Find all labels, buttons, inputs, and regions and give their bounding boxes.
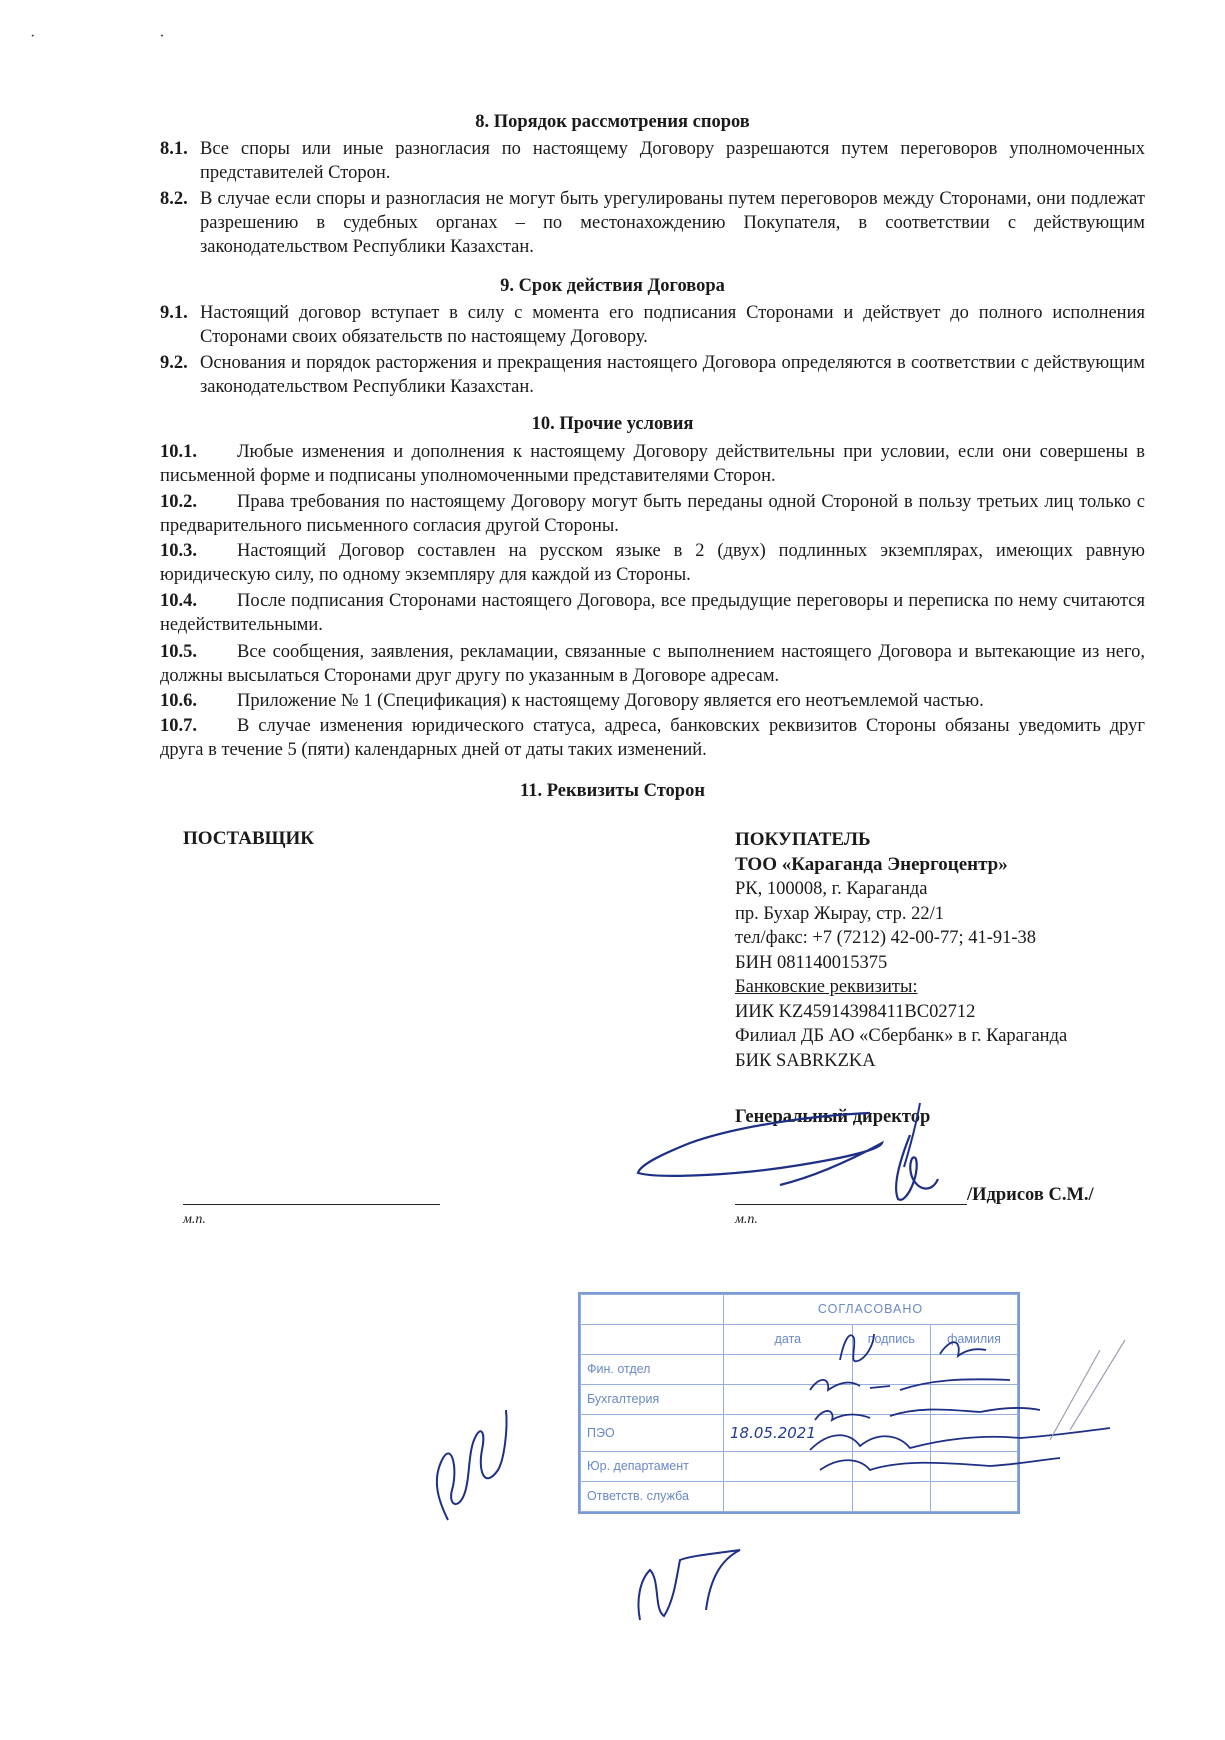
- section-11-title: 11. Реквизиты Сторон: [520, 781, 705, 801]
- clause-number: 10.1.: [160, 442, 197, 462]
- clause-10-5: [160, 640, 1145, 688]
- clause-10-2: [160, 490, 1145, 538]
- clause-number: 10.2.: [160, 492, 197, 512]
- buyer-details: [735, 828, 1067, 1073]
- supplier-title: ПОСТАВЩИК: [183, 828, 315, 849]
- clause-text: После подписания Сторонами настоящего Договора, все предыдущие переговоры и переписка по нему считаются недействительными.: [160, 591, 1145, 635]
- clause-10-3: [160, 539, 1145, 587]
- clause-text: Настоящий договор вступает в силу с момента его подписания Сторонами и действует до полного исполнения Сторонами своих обязательств по настоящему Договору.: [200, 303, 1145, 347]
- clause-10-1: [160, 440, 1145, 488]
- clause-number: 9.1.: [160, 303, 188, 323]
- approval-title: СОГЛАСОВАНО: [724, 1295, 1018, 1325]
- supplier-seal-mark: м.п.: [183, 1212, 206, 1227]
- initial-signature: [408, 1400, 518, 1530]
- bank-details-label: Банковские реквизиты:: [735, 977, 918, 997]
- column-signature: подпись: [852, 1324, 930, 1354]
- clause-9-2: [160, 351, 1145, 399]
- buyer-title: ПОКУПАТЕЛЬ: [735, 829, 871, 850]
- clause-number: 9.2.: [160, 353, 188, 373]
- clause-number: 8.1.: [160, 139, 188, 159]
- buyer-bik: БИК SABRKZKA: [735, 1050, 876, 1071]
- director-signature: [620, 1095, 980, 1215]
- clause-text: В случае изменения юридического статуса, адреса, банковских реквизитов Стороны обязаны уведомить друг друга в течение 5 (пяти) календарных дней от даты таких изменений.: [160, 716, 1145, 760]
- clause-text: Приложение № 1 (Спецификация) к настоящему Договору является его неотъемлемой частью.: [237, 691, 984, 711]
- approval-date: 18.05.2021: [724, 1414, 853, 1451]
- buyer-bank: Филиал ДБ АО «Сбербанк» в г. Караганда: [735, 1026, 1068, 1046]
- pencil-marks: [1040, 1330, 1130, 1450]
- clause-8-1: [160, 137, 1145, 185]
- dept-label: Юр. департамент: [581, 1451, 724, 1481]
- supplier-signature-line: [183, 1204, 440, 1205]
- clause-number: 10.4.: [160, 591, 197, 611]
- clause-8-2: [160, 187, 1145, 259]
- clause-number: 10.5.: [160, 642, 197, 662]
- buyer-bin: БИН 081140015375: [735, 952, 888, 973]
- clause-text: Основания и порядок расторжения и прекращения настоящего Договора определяются в соответствии с действующим законодательством Республики Казахстан.: [200, 353, 1145, 397]
- clause-text: В случае если споры и разногласия не могут быть урегулированы путем переговоров между Сторонами, они подлежат разрешению в судебных органах – по местонахождению Покупателя, в соответствии с действующим законодательством Республики Казахстан.: [200, 189, 1145, 257]
- column-date: дата: [724, 1324, 853, 1354]
- bottom-signature: [620, 1520, 780, 1630]
- section-8-title: 8. Порядок рассмотрения споров: [475, 112, 750, 132]
- clause-text: Настоящий Договор составлен на русском языке в 2 (двух) подлинных экземплярах, имеющих равную юридическую силу, по одному экземпляру для каждой из Стороны.: [160, 541, 1145, 585]
- clause-text: Все сообщения, заявления, рекламации, связанные с выполнением настоящего Договора и вытекающие из него, должны высылаться Сторонами друг другу по указанным в Договоре адресам.: [160, 642, 1145, 686]
- dept-label: Фин. отдел: [581, 1354, 724, 1384]
- director-title: Генеральный директор: [735, 1107, 931, 1127]
- clause-10-4: [160, 589, 1145, 637]
- buyer-address-2: пр. Бухар Жырау, стр. 22/1: [735, 903, 944, 924]
- dept-label: ПЭО: [581, 1414, 724, 1451]
- buyer-phone: тел/факс: +7 (7212) 42-00-77; 41-91-38: [735, 928, 1037, 948]
- clause-10-7: [160, 714, 1145, 762]
- clause-number: 10.3.: [160, 541, 197, 561]
- scan-marks: · ·: [30, 28, 225, 45]
- buyer-iik: ИИК KZ45914398411BC02712: [735, 1001, 976, 1022]
- dept-label: Ответств. служба: [581, 1481, 724, 1511]
- section-10-title: 10. Прочие условия: [531, 414, 694, 434]
- buyer-seal-mark: м.п.: [735, 1212, 758, 1227]
- clause-text: Права требования по настоящему Договору могут быть переданы одной Стороной в пользу третьих лиц только с предварительного письменного согласия другой Стороны.: [160, 492, 1145, 536]
- clause-10-6: [160, 689, 1145, 713]
- buyer-signatory-name: /Идрисов С.М./: [967, 1185, 1094, 1205]
- dept-label: Бухгалтерия: [581, 1384, 724, 1414]
- buyer-address-1: РК, 100008, г. Караганда: [735, 879, 928, 899]
- clause-number: 10.6.: [160, 691, 197, 711]
- clause-text: Любые изменения и дополнения к настоящему Договору действительны при условии, если они совершены в письменной форме и подписаны уполномоченными представителями Сторон.: [160, 442, 1145, 486]
- clause-9-1: [160, 301, 1145, 349]
- column-surname: фамилия: [931, 1324, 1018, 1354]
- clause-number: 8.2.: [160, 189, 188, 209]
- clause-text: Все споры или иные разногласия по настоящему Договору разрешаются путем переговоров уполномоченных представителей Сторон.: [200, 139, 1145, 183]
- section-9-title: 9. Срок действия Договора: [500, 276, 725, 296]
- clause-number: 10.7.: [160, 716, 197, 736]
- buyer-company: ТОО «Караганда Энергоцентр»: [735, 853, 1008, 875]
